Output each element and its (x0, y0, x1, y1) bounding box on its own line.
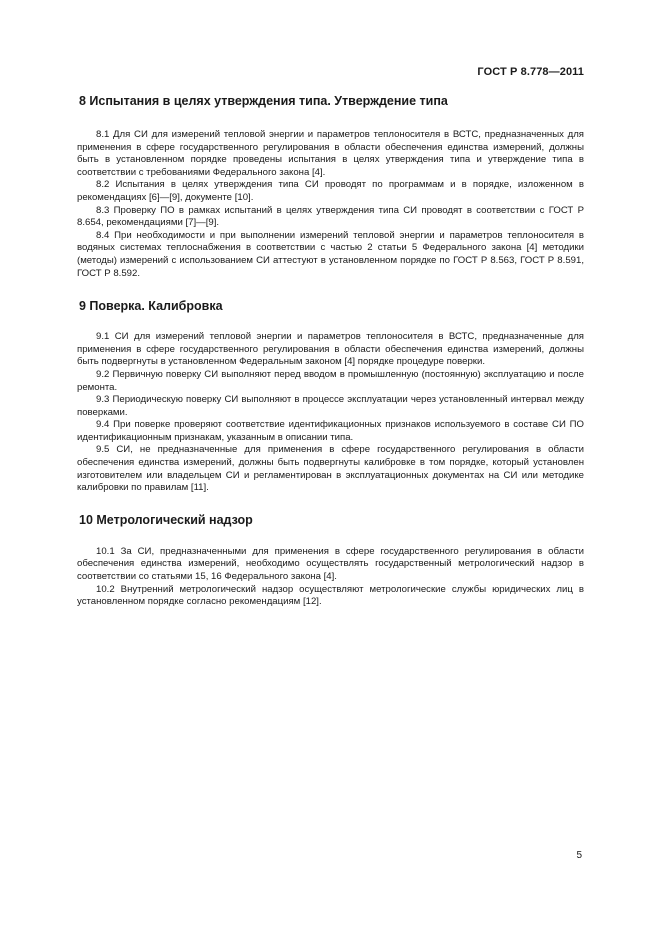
section-10 (77, 513, 584, 609)
page-number: 5 (576, 850, 582, 861)
paragraph: 8.4 При необходимости и при выполнении измерений тепловой энергии и параметров теплоносителя в водяных системах теплоснабжения в соответствии с частью 2 статьи 5 Федерального закона [4] методики (методы) измерений с использованием СИ аттестуют в установленном порядке по ГОСТ Р 8.563, ГОСТ Р 8.591, ГОСТ Р 8.592. (77, 229, 584, 279)
paragraph: 8.3 Проверку ПО в рамках испытаний в целях утверждения типа СИ проводят в соответствии с ГОСТ Р 8.654, рекомендациями [7]—[9]. (77, 204, 584, 229)
paragraph: 9.5 СИ, не предназначенные для применения в сфере государственного регулирования в области обеспечения единства измерений, должны быть подвергнуты калибровке в том порядке, который установлен изготовителем или владельцем СИ и регламентирован в эксплуатационных документах на СИ или методике калибровки по правилам [11]. (77, 444, 584, 494)
paragraph: 9.2 Первичную поверку СИ выполняют перед вводом в промышленную (постоянную) эксплуатацию и после ремонта. (77, 368, 584, 393)
paragraph: 8.2 Испытания в целях утверждения типа СИ проводят по программам и в порядке, изложенном в рекомендациях [6]—[9], документе [10]. (77, 179, 584, 203)
paragraph: 10.2 Внутренний метрологический надзор осуществляют метрологические службы юридических лиц в установленном порядке согласно рекомендациям [12]. (77, 583, 584, 608)
paragraph: 8.1 Для СИ для измерений тепловой энергии и параметров теплоносителя в ВСТС, предназначенных для применения в сфере государственного регулирования в области обеспечения единства измерений, должны быть в установленном порядке проведены испытания в целях утверждения типа и утверждение типа в соответствии с требованиями Федерального закона [4]. (77, 129, 584, 178)
section-heading: 10 Метрологический надзор (79, 512, 253, 527)
paragraph: 9.4 При поверке проверяют соответствие идентификационных признаков используемого в составе СИ ПО идентификационным признакам, указанным в описании типа. (77, 419, 584, 443)
section-8 (77, 94, 584, 280)
section-9 (77, 299, 584, 495)
document-body (77, 94, 584, 609)
section-heading: 9 Поверка. Калибровка (79, 299, 223, 314)
document-header: ГОСТ Р 8.778—2011 (477, 66, 584, 78)
paragraph: 9.3 Периодическую поверку СИ выполняют в процессе эксплуатации через установленный интервал между поверками. (77, 394, 584, 418)
paragraph: 9.1 СИ для измерений тепловой энергии и параметров теплоносителя в ВСТС, предназначенные для применения в сфере государственного регулирования в области обеспечения единства измерений, должны быть подвергнуты в установленном Федеральным законом [4] порядке процедуре поверки. (77, 331, 584, 368)
section-heading: 8 Испытания в целях утверждения типа. Утверждение типа (79, 94, 448, 108)
paragraph: 10.1 За СИ, предназначенными для применения в сфере государственного регулирования в области обеспечения единства измерений, необходимо осуществлять государственный метрологический надзор в соответствии со статьями 15, 16 Федерального закона [4]. (77, 545, 584, 583)
